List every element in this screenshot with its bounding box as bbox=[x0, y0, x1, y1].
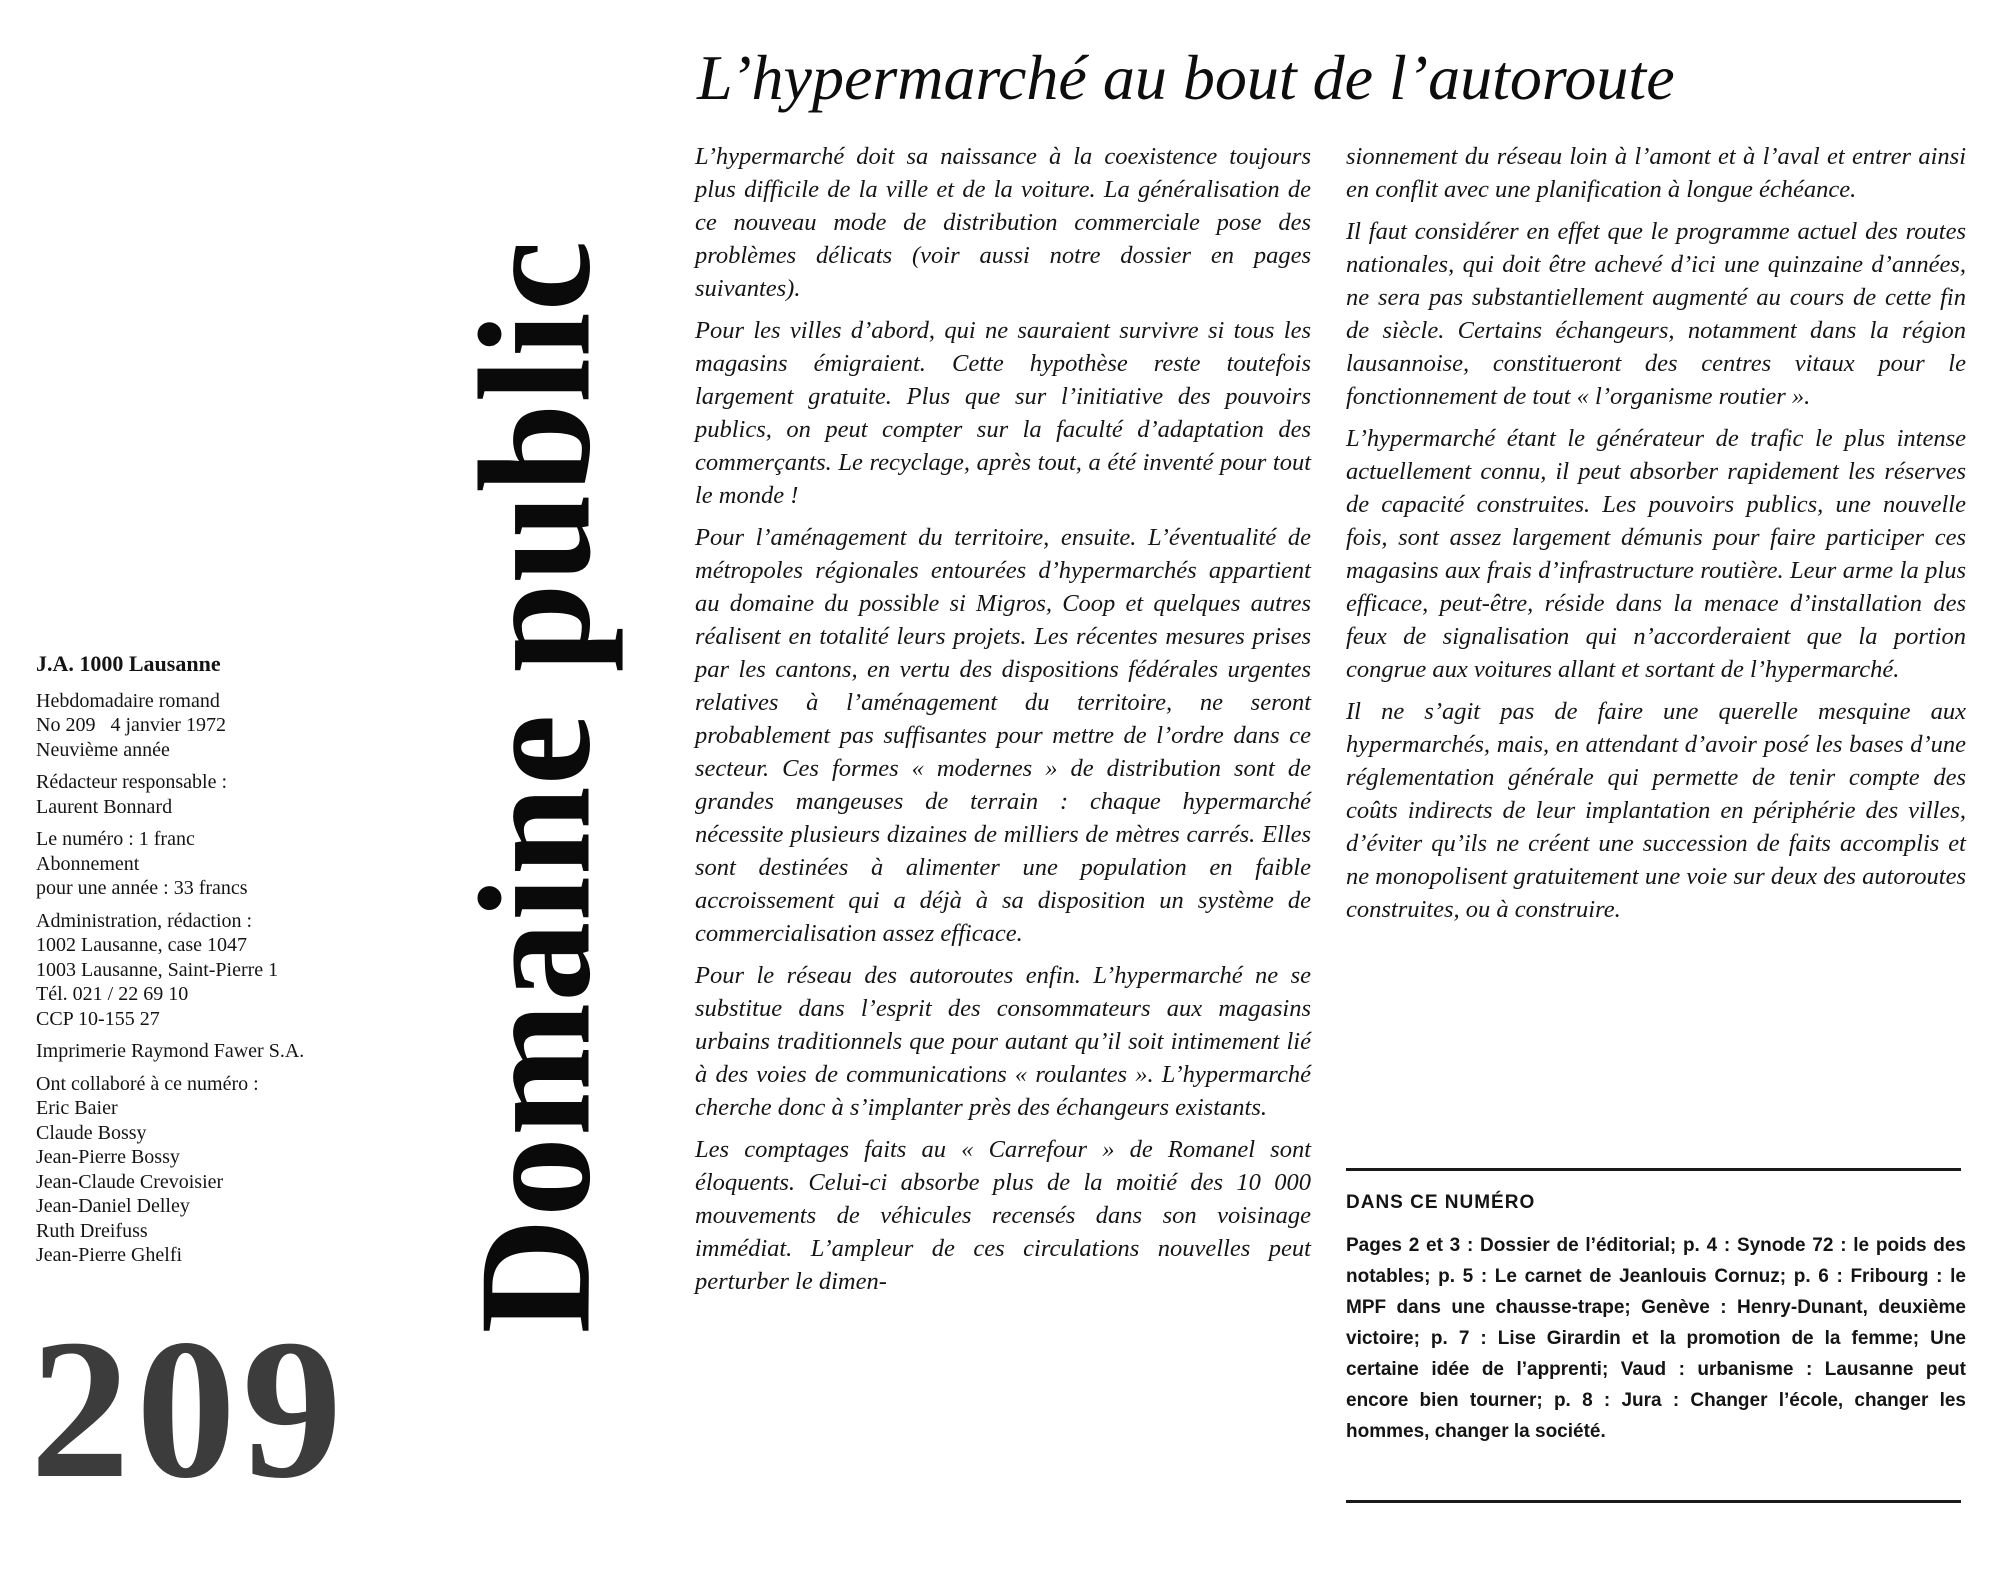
contents-text: Pages 2 et 3 : Dossier de l’éditorial; p. 4 : Synode 72 : le poids des notables; p. 5 : Le carnet de Jeanlouis Cornuz; p. 6 : Fribourg : le MPF dans une chausse-trape; Genève : Henry-Dunant, deuxième victoire; p. 7 : Lise Girardin et la promotion de la femme; Une certaine idée de l’apprenti; Vaud : urbanisme : Lausanne peut encore bien tourner; p. 8 : Jura : Changer l’école, changer les hommes, changer la société. bbox=[1346, 1235, 1966, 1442]
paragraph: Pour l’aménagement du territoire, ensuite. L’éventualité de métropoles régionales entourées d’hypermarchés appartient au domaine du possible si Migros, Coop et quelques autres réalisent en totalité leurs projets. Les récentes mesures prises par les cantons, en vertu des dispositions fédérales urgentes relatives à l’aménagement du territoire, ne seront probablement pas suffisantes pour mettre de l’ordre dans ce secteur. Ces formes « modernes » de distribution sont de grandes mangeuses de terrain : chaque hypermarché nécessite plusieurs dizaines de milliers de mètres carrés. Elles sont destinées à alimenter une population en faible accroissement qui a déjà à sa disposition un système de commercialisation assez efficace. bbox=[695, 524, 1311, 947]
editor-label: Rédacteur responsable : bbox=[36, 771, 228, 793]
pricing-block bbox=[36, 827, 416, 901]
edition-year: Neuvième année bbox=[36, 738, 170, 761]
paragraph: L’hypermarché étant le générateur de trafic le plus intense actuellement connu, il peut absorber rapidement les réserves de capacité construites. Les pouvoirs publics, une nouvelle fois, sont assez largement démunis pour faire participer ces magasins aux frais d’infrastructure routière. Leur arme la plus efficace, peut-être, réside dans la menace d’installation des feux de signalisation qui n’accorderaient que la portion congrue aux voitures allant et sortant de l’hypermarché. bbox=[1346, 425, 1966, 683]
admin-phone: Tél. 021 / 22 69 10 bbox=[36, 983, 189, 1005]
issue-line: No 209 4 janvier 1972 bbox=[36, 714, 226, 736]
editor-block bbox=[36, 770, 416, 819]
contributor: Jean-Claude Crevoisier bbox=[36, 1170, 224, 1193]
contributors-block bbox=[36, 1072, 416, 1268]
edition-type: Hebdomadaire romand bbox=[36, 689, 220, 712]
contributor: Claude Bossy bbox=[36, 1121, 147, 1144]
contributor: Jean-Daniel Delley bbox=[36, 1195, 190, 1217]
contributor: Jean-Pierre Bossy bbox=[36, 1146, 180, 1168]
paragraph: Pour le réseau des autoroutes enfin. L’hypermarché ne se substitue dans l’esprit des consommateurs aux magasins urbains traditionnels que pour autant qu’il soit intimement lié à des voies de communications « roulantes ». L’hypermarché cherche donc à s’implanter près des échangeurs existants. bbox=[695, 962, 1311, 1121]
printer: Imprimerie Raymond Fawer S.A. bbox=[36, 1040, 305, 1062]
contributor: Eric Baier bbox=[36, 1097, 118, 1119]
price-annual: pour une année : 33 francs bbox=[36, 877, 248, 899]
article-column-1 bbox=[695, 140, 1311, 1307]
admin-label: Administration, rédaction : bbox=[36, 909, 253, 932]
contents-box bbox=[1346, 1192, 1966, 1447]
price-single: Le numéro : 1 franc bbox=[36, 828, 195, 850]
paragraph: Les comptages faits au « Carrefour » de Romanel sont éloquents. Celui-ci absorbe plus de la moitié des 10 000 mouvements de véhicules recensés dans son voisinage immédiat. L’ampleur de ces circulations nouvelles peut perturber le dimen- bbox=[695, 1136, 1311, 1295]
contributor: Ruth Dreifuss bbox=[36, 1219, 148, 1242]
printer-block bbox=[36, 1039, 416, 1064]
price-subscription: Abonnement bbox=[36, 852, 140, 875]
publication-info bbox=[36, 652, 416, 1276]
contributors-label: Ont collaboré à ce numéro : bbox=[36, 1072, 259, 1095]
admin-address-1: 1002 Lausanne, case 1047 bbox=[36, 934, 248, 956]
paragraph: Il ne s’agit pas de faire une querelle mesquine aux hypermarchés, mais, en attendant d’avoir posé les bases d’une réglementation générale qui permette de tenir compte des coûts indirects de leur implantation en périphérie des villes, d’éviter qu’ils ne créent une succession de faits accomplis et ne monopolisent gratuitement une voie sur deux des autoroutes construites, ou à construire. bbox=[1346, 698, 1966, 923]
contributor: Jean-Pierre Ghelfi bbox=[36, 1244, 183, 1266]
ja-line: J.A. 1000 Lausanne bbox=[36, 651, 221, 676]
admin-address-2: 1003 Lausanne, Saint-Pierre 1 bbox=[36, 958, 279, 981]
contents-heading: DANS CE NUMÉRO bbox=[1346, 1192, 1536, 1213]
paragraph: Pour les villes d’abord, qui ne sauraient survivre si tous les magasins émigraient. Cette hypothèse reste toutefois largement gratuite. Plus que sur l’initiative des pouvoirs publics, on peut compter sur la faculté d’adaptation des commerçants. Le recyclage, après tout, a été inventé pour tout le monde ! bbox=[695, 317, 1311, 509]
edition-block bbox=[36, 689, 416, 763]
paragraph: Il faut considérer en effet que le programme actuel des routes nationales, qui doit être achevé d’ici une quinzaine d’années, ne sera pas substantiellement augmenté au cours de cette fin de siècle. Certains échangeurs, notamment dans la région lausannoise, constitueront des centres vitaux pour le fonctionnement de tout « l’organisme routier ». bbox=[1346, 218, 1966, 410]
contents-top-rule bbox=[1346, 1168, 1961, 1171]
masthead-title: Domaine public bbox=[445, 239, 624, 1334]
paragraph: L’hypermarché doit sa naissance à la coexistence toujours plus difficile de la ville et de la voiture. La généralisation de ce nouveau mode de distribution commerciale pose des problèmes délicats (voir aussi notre dossier en pages suivantes). bbox=[695, 143, 1311, 302]
contents-bottom-rule bbox=[1346, 1500, 1961, 1503]
article-column-2 bbox=[1346, 140, 1966, 935]
article-headline: L’hypermarché au bout de l’autoroute bbox=[697, 42, 1675, 113]
admin-ccp: CCP 10-155 27 bbox=[36, 1007, 160, 1030]
admin-block bbox=[36, 909, 416, 1032]
paragraph: sionnement du réseau loin à l’amont et à l’aval et entrer ainsi en conflit avec une planification à longue échéance. bbox=[1346, 143, 1966, 203]
issue-number: 209 bbox=[30, 1299, 348, 1520]
editor-name: Laurent Bonnard bbox=[36, 795, 173, 818]
